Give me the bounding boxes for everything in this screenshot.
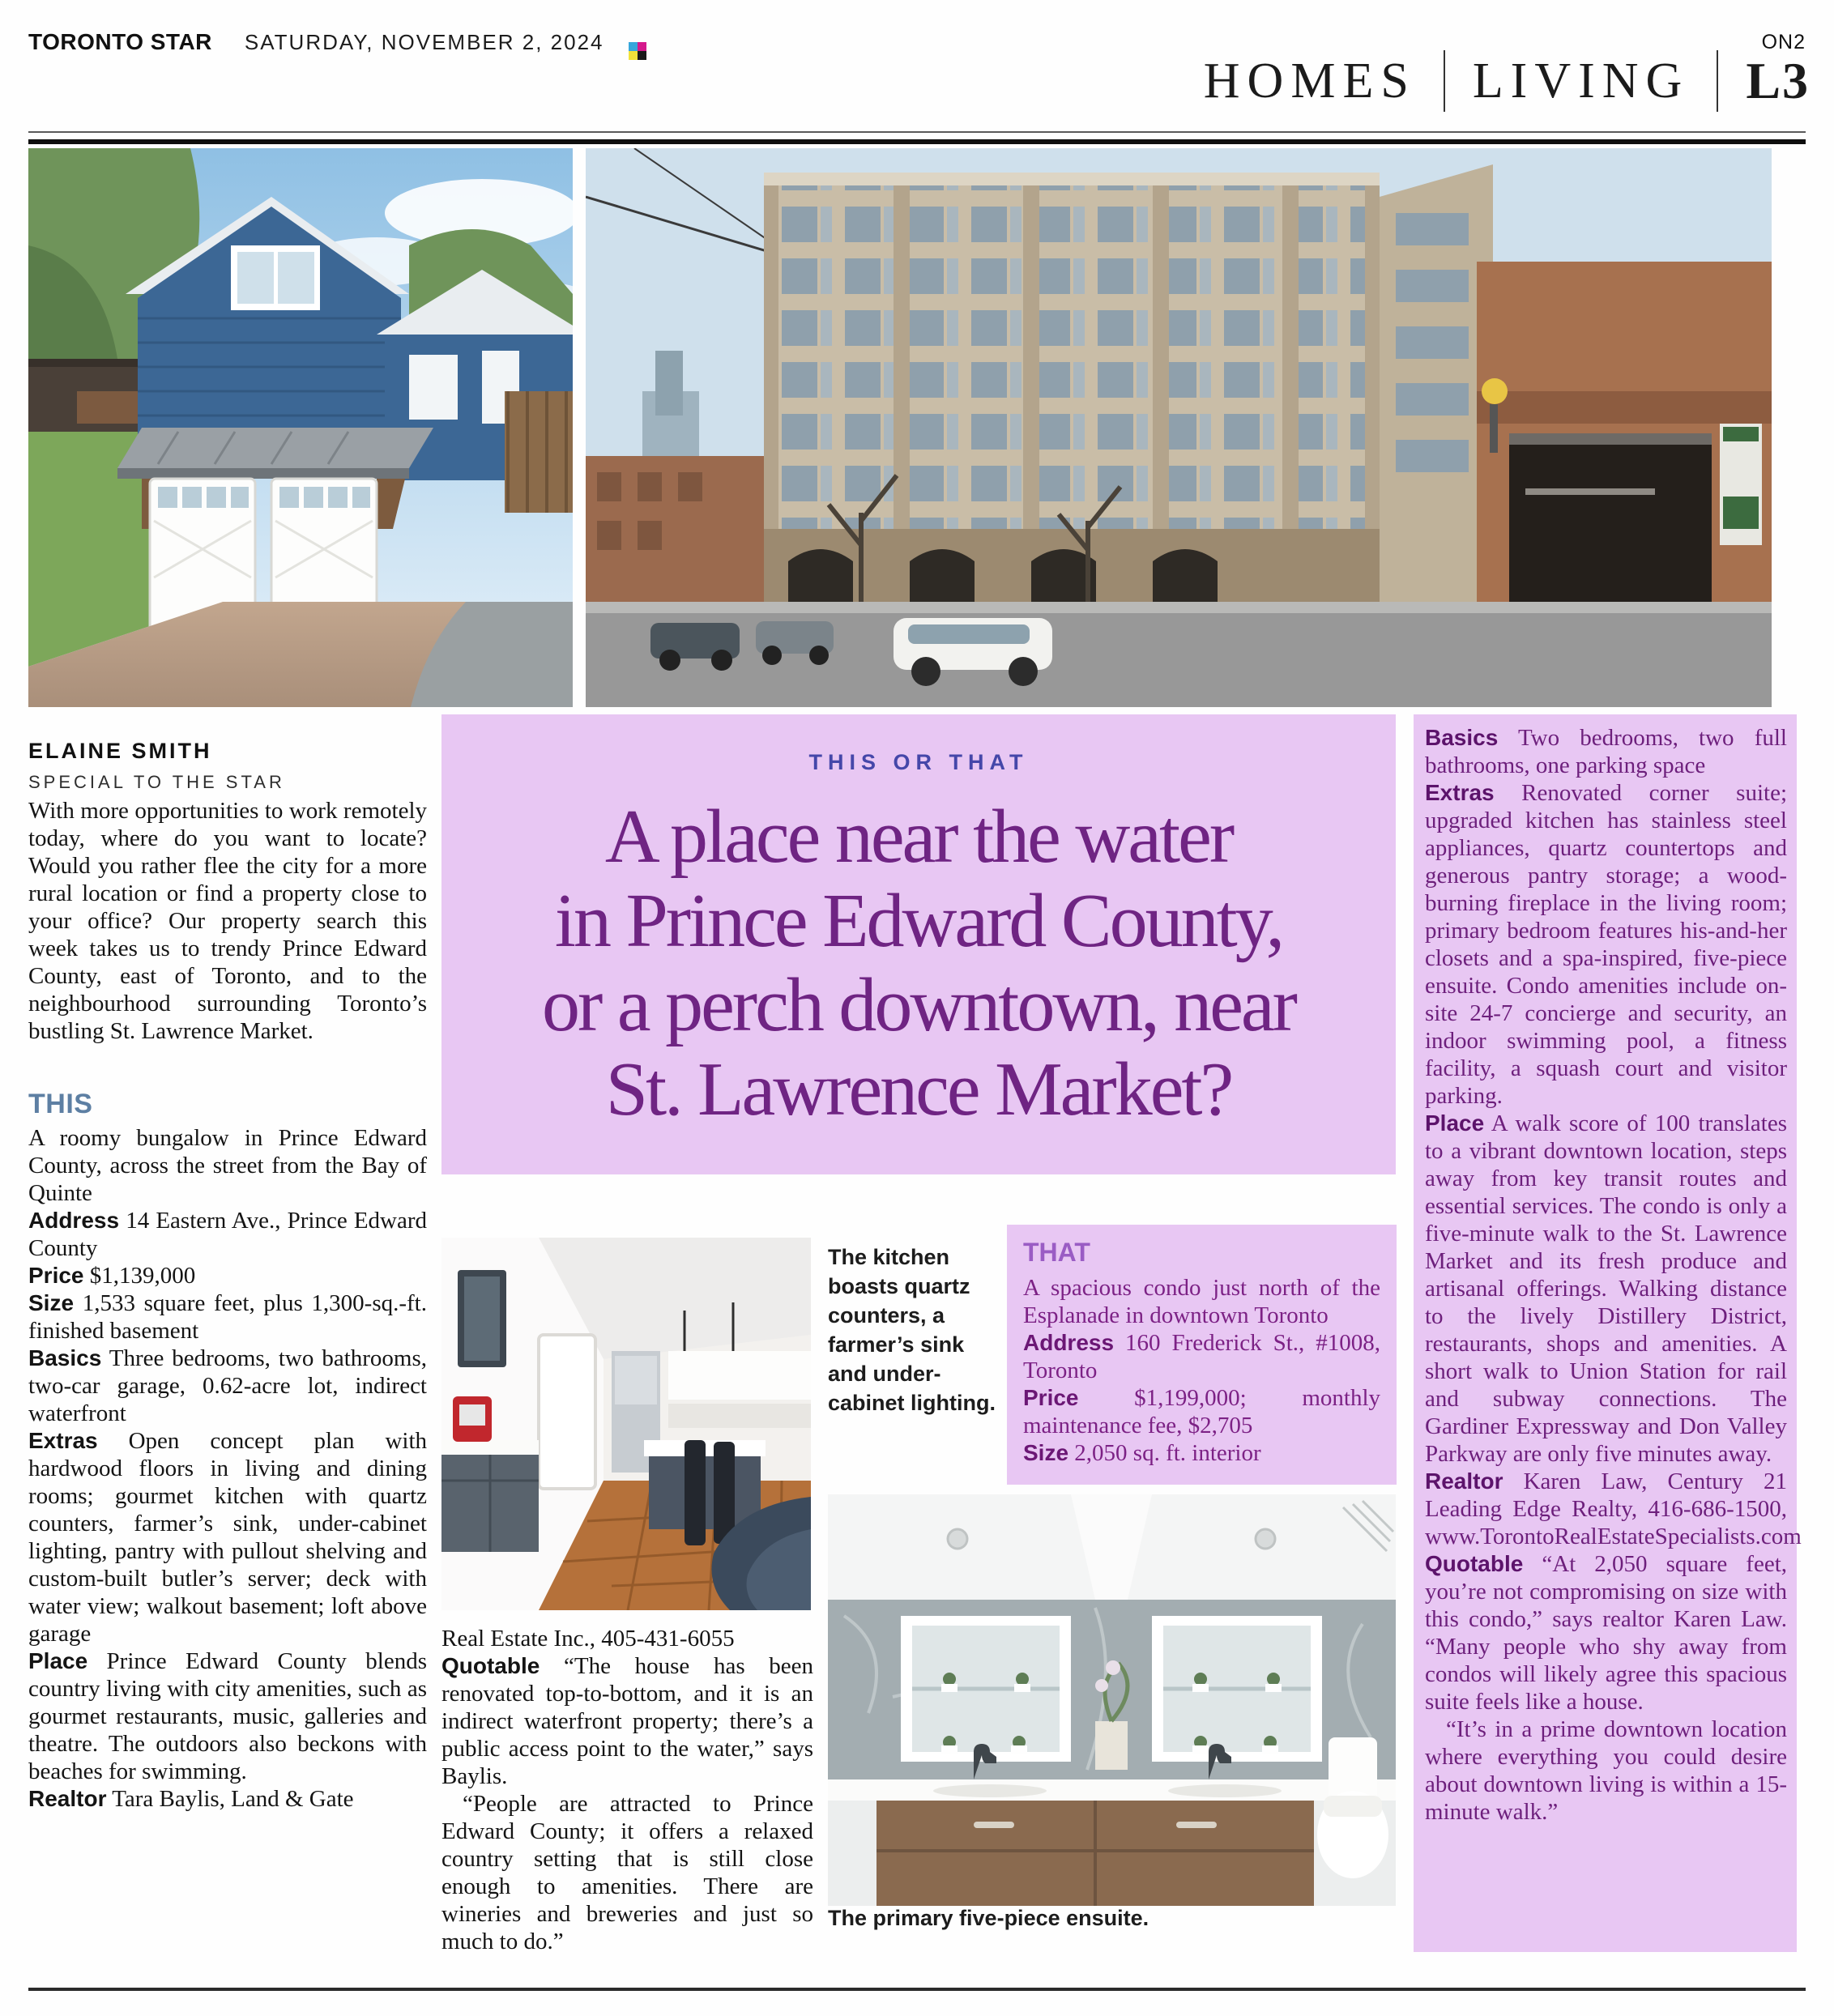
feature-headline (441, 795, 1396, 1132)
that-price: Price $1,199,000; monthly maintenance fee, $2,705 (1023, 1385, 1381, 1438)
that-basics: Basics Two bedrooms, two full bathrooms, one parking space (1425, 725, 1787, 778)
this-quotable: Quotable “The house has been renovated top-to-bottom, and it is an indirect waterfront property; there’s a public access point to the water,” says Baylis. (441, 1653, 814, 1789)
kitchen-caption: The kitchen boasts quartz counters, a farmer’s sink and under-cabinet lighting. (828, 1245, 996, 1415)
print-color-registration-mark (629, 42, 646, 60)
that-quote-2: “It’s in a prime downtown location where everything you could desire about downtown living is within a 15-minute walk.” (1425, 1716, 1787, 1825)
section-living: LIVING (1472, 53, 1690, 109)
section-divider (1717, 50, 1718, 112)
photo-blue-house (28, 148, 573, 707)
article-column-left (28, 797, 427, 1813)
newspaper-brand: TORONTO STAR (28, 29, 212, 54)
photo-ensuite-bathroom (828, 1494, 1396, 1906)
ensuite-caption: The primary five-piece ensuite. (828, 1906, 1149, 1930)
that-place: Place A walk score of 100 translates to a vibrant downtown location, steps away from key transit routes and essential services. The condo is only a five-minute walk to the St. Lawrence Market and its fresh produce and artisanal offerings. Walking distance to the lively Distillery District, restaurants, shops and amenities. A short walk to Union Station for rail and subway connections. The Gardiner Expressway and Don Valley Parkway are only five minutes away. (1425, 1110, 1787, 1467)
header-rule-thick (28, 139, 1806, 144)
this-address: Address 14 Eastern Ave., Prince Edward County (28, 1208, 428, 1261)
feature-kicker: THIS OR THAT (808, 750, 1029, 774)
this-size: Size 1,533 square feet, plus 1,300-sq.-ft. finished basement (28, 1290, 427, 1344)
headline-line: in Prince Edward County, (554, 879, 1283, 963)
headline-line: A place near the water (604, 795, 1233, 879)
that-size: Size 2,050 sq. ft. interior (1023, 1440, 1261, 1466)
this-price: Price $1,139,000 (28, 1263, 196, 1289)
that-listing-box (1007, 1225, 1397, 1485)
headline-line: St. Lawrence Market? (605, 1047, 1232, 1132)
that-address: Address 160 Frederick St., #1008, Toronto (1023, 1330, 1380, 1383)
byline-author: ELAINE SMITH (28, 739, 212, 763)
byline (28, 739, 285, 793)
that-extras: Extras Renovated corner suite; upgraded kitchen has stainless steel appliances, quartz countertops and generous pantry storage; a wood-burning fireplace in the living room; primary bedroom features his-and-her closets and a spa-inspired, five-piece ensuite. Condo amenities include on-site 24-7 concierge and security, an indoor swimming pool, a fitness facility, a squash court and visitor parking. (1425, 780, 1788, 1109)
headline-line: or a perch downtown, near (542, 963, 1295, 1047)
that-realtor: Realtor Karen Law, Century 21 Leading Edge Realty, 416-686-1500, www.TorontoRealEstateSpecialists.com (1425, 1468, 1802, 1549)
this-or-that-feature-box (441, 714, 1396, 1174)
this-place: Place Prince Edward County blends country living with city amenities, such as gourmet restaurants, music, galleries and theatre. The outdoors also beckons with beaches for swimming. (28, 1648, 427, 1784)
article-intro: With more opportunities to work remotely today, where do you want to locate? Would you rather flee the city for a more rural location or find a property close to your office? Our property search this week takes us to trendy Prince Edward County, east of Toronto, and to the neighbourhood surrounding Toronto’s bustling St. Lawrence Market. (28, 798, 427, 1044)
bottom-rule (28, 1988, 1806, 1991)
this-realtor: Realtor Tara Baylis, Land & Gate (28, 1786, 354, 1812)
byline-role: SPECIAL TO THE STAR (28, 772, 285, 792)
that-details-column (1414, 714, 1802, 1952)
photo-kitchen (441, 1238, 811, 1610)
that-section-header: THAT (1023, 1238, 1090, 1267)
section-homes: HOMES (1203, 53, 1416, 109)
header-rule-thin (28, 131, 1806, 133)
this-section-header: THIS (28, 1089, 93, 1119)
edition-code: ON2 (1761, 31, 1806, 53)
this-quote-2: “People are attracted to Prince Edward County; it offers a relaxed country setting that is still close enough to amenities. There are wineries and breweries and just so much to do.” (441, 1791, 813, 1954)
this-realtor-continued: Real Estate Inc., 405-431-6055 (441, 1626, 735, 1652)
issue-date: SATURDAY, NOVEMBER 2, 2024 (244, 30, 604, 54)
this-extras: Extras Open concept plan with hardwood floors in living and dining rooms; gourmet kitchen with quartz counters, farmer’s sink, under-cabinet lighting, pantry with pullout shelving and custom-built butler’s server; deck with water view; walkout basement; loft above garage (28, 1428, 427, 1647)
article-column-middle (441, 1625, 813, 1955)
page-label: L3 (1746, 52, 1810, 109)
section-header (1204, 50, 1810, 112)
section-divider (1444, 50, 1445, 112)
this-intro: A roomy bungalow in Prince Edward County, across the street from the Bay of Quinte (28, 1125, 427, 1206)
photo-condo-building (586, 148, 1772, 707)
this-basics: Basics Three bedrooms, two bathrooms, two-car garage, 0.62-acre lot, indirect waterfront (28, 1345, 427, 1426)
that-intro: A spacious condo just north of the Esplanade in downtown Toronto (1023, 1275, 1380, 1328)
that-quotable: Quotable “At 2,050 square feet, you’re not compromising on size with this condo,” says realtor Karen Law. “Many people who shy away from condos will likely agree this spacious suite feels like a house. (1425, 1551, 1788, 1715)
